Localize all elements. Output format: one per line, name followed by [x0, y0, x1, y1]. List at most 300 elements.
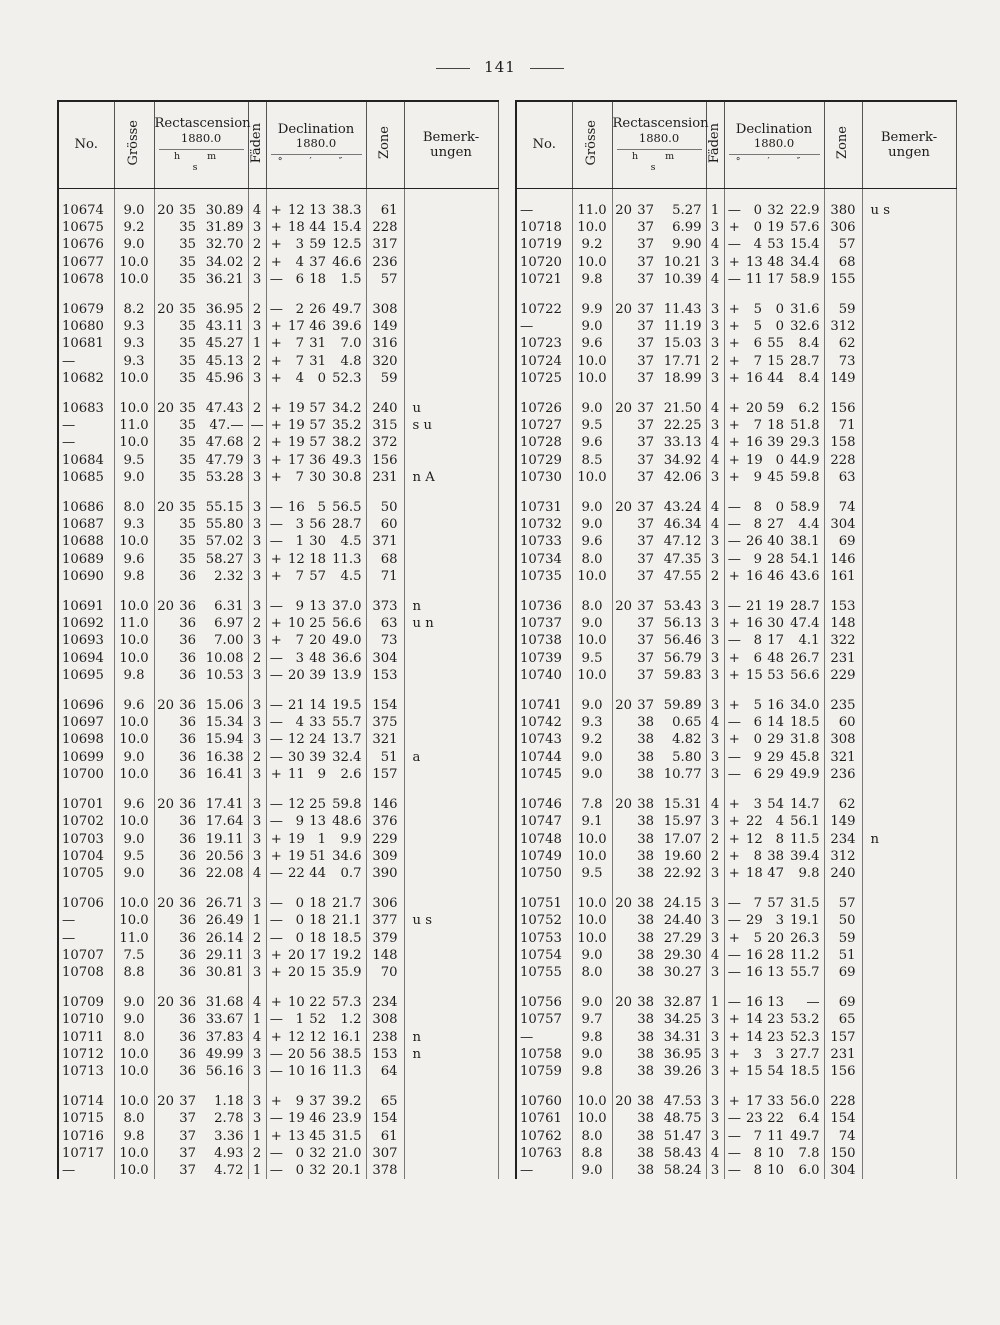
- zone-number: 71: [366, 568, 404, 585]
- group-spacer: [58, 783, 498, 796]
- magnitude: 11.0: [114, 615, 154, 632]
- table-row: [58, 400, 498, 417]
- zone-number: 73: [824, 353, 862, 370]
- remark: [404, 714, 498, 731]
- decl-sign: +: [266, 568, 286, 585]
- ra-hours: [154, 452, 176, 469]
- decl-seconds: 31.6: [790, 302, 820, 318]
- ra-hours: [154, 632, 176, 649]
- faeden-count: —: [248, 417, 266, 434]
- ra-seconds: 19.60: [663, 848, 702, 864]
- ra-minutes: 35: [179, 203, 196, 218]
- catalog-number: 10684: [58, 452, 114, 469]
- faeden-count: 3: [706, 1110, 724, 1127]
- decl-minutes: 31: [309, 336, 327, 352]
- ra-hours: 20: [612, 994, 634, 1011]
- ra-hours: [612, 568, 634, 585]
- remark: [862, 947, 956, 964]
- catalog-number: 10738: [516, 632, 572, 649]
- ra-hours: [612, 353, 634, 370]
- zone-number: 234: [366, 994, 404, 1011]
- faeden-count: 3: [248, 1063, 266, 1080]
- decl-degrees: 20: [288, 1046, 305, 1062]
- ra-minutes: 35: [179, 435, 196, 451]
- decl-minutes: 28: [767, 551, 785, 567]
- decl-sign: —: [266, 930, 286, 947]
- ra-minutes: 35: [179, 370, 196, 386]
- decl-minutes: 18: [767, 418, 785, 434]
- decl-seconds: 47.4: [790, 616, 820, 632]
- ra-minutes: 37: [637, 353, 654, 369]
- remark: [862, 533, 956, 550]
- table-row: [58, 667, 498, 684]
- decl-minutes: 10: [767, 1162, 785, 1178]
- remark: [404, 731, 498, 748]
- catalog-number: 10683: [58, 400, 114, 417]
- faeden-count: 3: [248, 452, 266, 469]
- magnitude: 9.2: [572, 731, 612, 748]
- ra-hours: [612, 731, 634, 748]
- ra-seconds: 32.87: [663, 995, 702, 1011]
- ra-seconds: 10.39: [663, 271, 702, 287]
- decl-degrees: 3: [295, 237, 305, 253]
- decl-seconds: 2.6: [340, 766, 362, 782]
- decl-minutes: 23: [767, 1029, 785, 1045]
- ra-hours: [612, 469, 634, 486]
- decl-seconds: 26.7: [790, 650, 820, 666]
- magnitude: 9.6: [572, 335, 612, 352]
- catalog-number: 10731: [516, 499, 572, 516]
- faeden-count: 4: [706, 516, 724, 533]
- ra-seconds: 21.50: [663, 401, 702, 417]
- faeden-count: 3: [706, 1063, 724, 1080]
- group-spacer: [58, 189, 498, 203]
- ra-minutes: 36: [179, 568, 196, 584]
- magnitude: 8.0: [572, 551, 612, 568]
- decl-degrees: 6: [753, 650, 763, 666]
- catalog-number: 10717: [58, 1145, 114, 1162]
- zone-number: 74: [824, 499, 862, 516]
- decl-degrees: 6: [753, 766, 763, 782]
- ra-minutes: 37: [637, 551, 654, 567]
- ra-hours: [154, 1110, 176, 1127]
- ra-minutes: 35: [179, 220, 196, 236]
- zone-number: 229: [824, 667, 862, 684]
- catalog-number: 10755: [516, 964, 572, 981]
- decl-degrees: 12: [746, 831, 763, 847]
- ra-seconds: 7.00: [214, 633, 244, 649]
- ra-seconds: 36.95: [663, 1046, 702, 1062]
- remark: [862, 714, 956, 731]
- ra-hours: [612, 1011, 634, 1028]
- group-spacer: [516, 684, 956, 697]
- catalog-number: 10688: [58, 533, 114, 550]
- catalog-number: 10745: [516, 766, 572, 783]
- decl-sign: —: [266, 598, 286, 615]
- zone-number: 61: [366, 202, 404, 219]
- decl-degrees: 15: [746, 667, 763, 683]
- faeden-count: 3: [706, 615, 724, 632]
- decl-seconds: 1.2: [340, 1012, 362, 1028]
- decl-seconds: 34.4: [790, 254, 820, 270]
- decl-sign: —: [724, 749, 744, 766]
- ra-seconds: 31.68: [205, 995, 244, 1011]
- decl-sign: +: [724, 1046, 744, 1063]
- table-row: [58, 731, 498, 748]
- remark: [862, 568, 956, 585]
- table-row: [58, 598, 498, 615]
- ra-seconds: 39.26: [663, 1063, 702, 1079]
- decl-seconds: 38.5: [332, 1046, 362, 1062]
- magnitude: 11.0: [114, 417, 154, 434]
- remark: [862, 301, 956, 318]
- remark: u s: [862, 202, 956, 219]
- decl-sign: +: [266, 236, 286, 253]
- ra-hours: 20: [154, 895, 176, 912]
- magnitude: 10.0: [572, 568, 612, 585]
- faeden-count: 1: [248, 335, 266, 352]
- catalog-number: 10702: [58, 813, 114, 830]
- ra-seconds: 32.70: [205, 237, 244, 253]
- decl-seconds: 55.7: [332, 715, 362, 731]
- magnitude: 9.5: [572, 865, 612, 882]
- table-row: [516, 697, 956, 714]
- decl-degrees: 4: [295, 370, 305, 386]
- zone-number: 74: [824, 1128, 862, 1145]
- table-row: [58, 994, 498, 1011]
- remark: [404, 697, 498, 714]
- ra-hours: [612, 1128, 634, 1145]
- decl-seconds: 48.6: [332, 814, 362, 830]
- zone-number: 240: [366, 400, 404, 417]
- decl-sign: —: [266, 912, 286, 929]
- ra-hours: [612, 1145, 634, 1162]
- ra-minutes: 36: [179, 715, 196, 731]
- zone-number: 236: [366, 254, 404, 271]
- faeden-count: 3: [706, 254, 724, 271]
- catalog-number: 10721: [516, 271, 572, 288]
- magnitude: 9.6: [114, 551, 154, 568]
- decl-degrees: 1: [295, 1012, 305, 1028]
- ra-hours: [612, 650, 634, 667]
- remark: [862, 964, 956, 981]
- ra-hours: [154, 766, 176, 783]
- decl-sign: +: [724, 219, 744, 236]
- ra-hours: [154, 370, 176, 387]
- table-row: [58, 1093, 498, 1110]
- ra-seconds: 33.13: [663, 435, 702, 451]
- decl-minutes: 13: [309, 203, 327, 218]
- decl-minutes: 32: [309, 1162, 327, 1178]
- ra-minutes: 37: [637, 698, 654, 714]
- decl-seconds: 8.4: [798, 336, 820, 352]
- catalog-number: 10740: [516, 667, 572, 684]
- zone-number: 161: [824, 568, 862, 585]
- decl-seconds: 12.5: [332, 237, 362, 253]
- decl-degrees: 16: [746, 568, 763, 584]
- decl-degrees: 16: [746, 964, 763, 980]
- table-row: [58, 714, 498, 731]
- decl-sign: —: [724, 236, 744, 253]
- decl-minutes: 30: [767, 616, 785, 632]
- decl-minutes: 29: [767, 732, 785, 748]
- catalog-number: 10761: [516, 1110, 572, 1127]
- remark: u s: [404, 912, 498, 929]
- remark: [862, 848, 956, 865]
- ra-seconds: 30.27: [663, 964, 702, 980]
- ra-hours: [612, 667, 634, 684]
- remark: [862, 650, 956, 667]
- decl-sign: +: [266, 848, 286, 865]
- ra-minutes: 38: [637, 749, 654, 765]
- ra-seconds: 34.31: [663, 1029, 702, 1045]
- decl-seconds: 38.3: [332, 203, 362, 218]
- decl-sign: +: [266, 318, 286, 335]
- ra-seconds: 57.02: [205, 534, 244, 550]
- decl-sign: +: [266, 417, 286, 434]
- decl-degrees: 0: [295, 930, 305, 946]
- decl-minutes: 59: [767, 401, 785, 417]
- decl-degrees: 7: [295, 469, 305, 485]
- remark: u n: [404, 615, 498, 632]
- remark: [862, 731, 956, 748]
- zone-number: 73: [366, 632, 404, 649]
- ra-seconds: 55.80: [205, 517, 244, 533]
- faeden-count: 1: [248, 1162, 266, 1179]
- ra-seconds: 58.24: [663, 1162, 702, 1178]
- decl-minutes: 15: [309, 964, 327, 980]
- decl-degrees: 20: [288, 964, 305, 980]
- decl-seconds: 11.3: [332, 1063, 362, 1079]
- magnitude: 9.0: [114, 994, 154, 1011]
- ra-minutes: 36: [179, 616, 196, 632]
- decl-degrees: 6: [295, 271, 305, 287]
- decl-minutes: 17: [767, 271, 785, 287]
- decl-sign: —: [266, 697, 286, 714]
- ra-hours: [154, 947, 176, 964]
- decl-sign: +: [266, 353, 286, 370]
- ra-seconds: 45.96: [205, 370, 244, 386]
- decl-sign: +: [266, 994, 286, 1011]
- catalog-number: 10729: [516, 452, 572, 469]
- ra-minutes: 38: [637, 865, 654, 881]
- ra-minutes: 36: [179, 650, 196, 666]
- decl-minutes: 30: [309, 469, 327, 485]
- decl-degrees: 9: [753, 551, 763, 567]
- faeden-count: 3: [706, 1011, 724, 1028]
- catalog-number: 10692: [58, 615, 114, 632]
- decl-degrees: 20: [288, 667, 305, 683]
- faeden-count: 3: [248, 714, 266, 731]
- ra-minutes: 35: [179, 517, 196, 533]
- ra-seconds: 22.08: [205, 865, 244, 881]
- catalog-number: 10723: [516, 335, 572, 352]
- decl-degrees: 21: [288, 698, 305, 714]
- zone-number: 228: [824, 1093, 862, 1110]
- ra-hours: [154, 318, 176, 335]
- zone-number: 60: [824, 714, 862, 731]
- decl-seconds: 49.7: [790, 1128, 820, 1144]
- decl-degrees: 7: [753, 418, 763, 434]
- table-row: [58, 947, 498, 964]
- magnitude: 10.0: [114, 813, 154, 830]
- decl-degrees: 26: [746, 534, 763, 550]
- decl-sign: —: [724, 964, 744, 981]
- remark: [862, 417, 956, 434]
- decl-seconds: 18.5: [790, 1063, 820, 1079]
- decl-degrees: 9: [753, 749, 763, 765]
- decl-minutes: 57: [309, 401, 327, 417]
- ra-minutes: 37: [637, 302, 654, 318]
- ra-hours: [612, 848, 634, 865]
- catalog-number: 10679: [58, 301, 114, 318]
- decl-minutes: 18: [309, 913, 327, 929]
- decl-seconds: 8.4: [798, 370, 820, 386]
- remark: n: [404, 1046, 498, 1063]
- ra-hours: 20: [154, 202, 176, 219]
- magnitude: 10.0: [114, 912, 154, 929]
- ra-seconds: 45.13: [205, 353, 244, 369]
- faeden-count: 1: [706, 202, 724, 219]
- table-row: [58, 749, 498, 766]
- header-zone: Zone: [366, 101, 404, 189]
- decl-minutes: 46: [309, 1111, 327, 1127]
- catalog-number: 10748: [516, 831, 572, 848]
- decl-minutes: 46: [309, 319, 327, 335]
- ra-hours: [154, 831, 176, 848]
- zone-number: 307: [366, 1145, 404, 1162]
- decl-degrees: 12: [288, 551, 305, 567]
- decl-minutes: 10: [767, 1145, 785, 1161]
- ra-seconds: 47.55: [663, 568, 702, 584]
- decl-degrees: 15: [746, 1063, 763, 1079]
- magnitude: 10.0: [114, 271, 154, 288]
- ra-minutes: 36: [179, 667, 196, 683]
- catalog-number: 10754: [516, 947, 572, 964]
- ra-seconds: 4.93: [214, 1145, 244, 1161]
- ra-minutes: 37: [637, 517, 654, 533]
- remark: [862, 318, 956, 335]
- decl-seconds: 15.4: [332, 220, 362, 236]
- ra-minutes: 37: [179, 1111, 196, 1127]
- decl-seconds: 18.5: [332, 930, 362, 946]
- decl-seconds: 20.1: [332, 1162, 362, 1178]
- magnitude: 9.1: [572, 813, 612, 830]
- decl-minutes: 0: [775, 500, 785, 516]
- decl-degrees: 16: [746, 370, 763, 386]
- catalog-number: 10726: [516, 400, 572, 417]
- magnitude: 11.0: [114, 930, 154, 947]
- magnitude: 8.2: [114, 301, 154, 318]
- decl-sign: —: [266, 533, 286, 550]
- magnitude: 9.0: [114, 831, 154, 848]
- ra-minutes: 36: [179, 896, 196, 912]
- decl-sign: —: [266, 895, 286, 912]
- group-spacer: [58, 288, 498, 301]
- decl-degrees: 18: [288, 220, 305, 236]
- catalog-number: 10698: [58, 731, 114, 748]
- catalog-number: 10758: [516, 1046, 572, 1063]
- decl-minutes: 3: [775, 913, 785, 929]
- zone-number: 148: [366, 947, 404, 964]
- group-spacer: [516, 387, 956, 400]
- header-rectascension: Rectascension 1880.0 h m s: [612, 101, 706, 189]
- table-row: [516, 895, 956, 912]
- remark: [862, 1128, 956, 1145]
- table-row: [516, 749, 956, 766]
- decl-sign: —: [266, 1162, 286, 1179]
- decl-seconds: 6.4: [798, 1111, 820, 1127]
- decl-degrees: 5: [753, 319, 763, 335]
- decl-seconds: 39.4: [790, 848, 820, 864]
- table-row: [58, 551, 498, 568]
- decl-minutes: 18: [309, 271, 327, 287]
- faeden-count: 2: [248, 236, 266, 253]
- faeden-count: 3: [248, 766, 266, 783]
- zone-number: 60: [366, 516, 404, 533]
- magnitude: 10.0: [114, 714, 154, 731]
- magnitude: 8.0: [572, 964, 612, 981]
- decl-minutes: 20: [767, 930, 785, 946]
- table-row: [58, 370, 498, 387]
- decl-degrees: 8: [753, 1162, 763, 1178]
- ra-minutes: 38: [637, 947, 654, 963]
- ra-minutes: 37: [637, 203, 654, 218]
- decl-seconds: 4.5: [340, 568, 362, 584]
- ra-seconds: 5.27: [672, 203, 702, 218]
- decl-minutes: 54: [767, 797, 785, 813]
- ra-hours: [154, 749, 176, 766]
- decl-sign: —: [266, 516, 286, 533]
- faeden-count: 2: [248, 930, 266, 947]
- decl-seconds: 45.8: [790, 749, 820, 765]
- ra-hours: 20: [154, 400, 176, 417]
- ra-minutes: 38: [637, 1094, 654, 1110]
- group-spacer: [516, 882, 956, 895]
- catalog-number: —: [516, 1162, 572, 1179]
- remark: [862, 1011, 956, 1028]
- magnitude: 10.0: [572, 912, 612, 929]
- decl-sign: +: [724, 318, 744, 335]
- table-row: [516, 1110, 956, 1127]
- ra-hours: [154, 615, 176, 632]
- decl-degrees: 4: [753, 237, 763, 253]
- faeden-count: 4: [706, 714, 724, 731]
- decl-seconds: 56.0: [790, 1094, 820, 1110]
- decl-sign: +: [266, 400, 286, 417]
- ra-hours: [154, 1162, 176, 1179]
- ra-hours: [612, 516, 634, 533]
- catalog-number: 10705: [58, 865, 114, 882]
- decl-degrees: 18: [746, 865, 763, 881]
- ra-hours: [154, 714, 176, 731]
- decl-sign: +: [266, 254, 286, 271]
- zone-number: 312: [824, 318, 862, 335]
- decl-minutes: 18: [309, 896, 327, 912]
- ra-hours: 20: [154, 598, 176, 615]
- decl-degrees: 10: [288, 616, 305, 632]
- ra-minutes: 38: [637, 831, 654, 847]
- catalog-number: 10674: [58, 202, 114, 219]
- decl-sign: +: [266, 615, 286, 632]
- ra-seconds: 19.11: [205, 831, 244, 847]
- decl-seconds: 14.7: [790, 797, 820, 813]
- ra-hours: 20: [612, 895, 634, 912]
- catalog-number: —: [58, 1162, 114, 1179]
- zone-number: 50: [366, 499, 404, 516]
- decl-minutes: 0: [775, 452, 785, 468]
- decl-seconds: 34.2: [332, 401, 362, 417]
